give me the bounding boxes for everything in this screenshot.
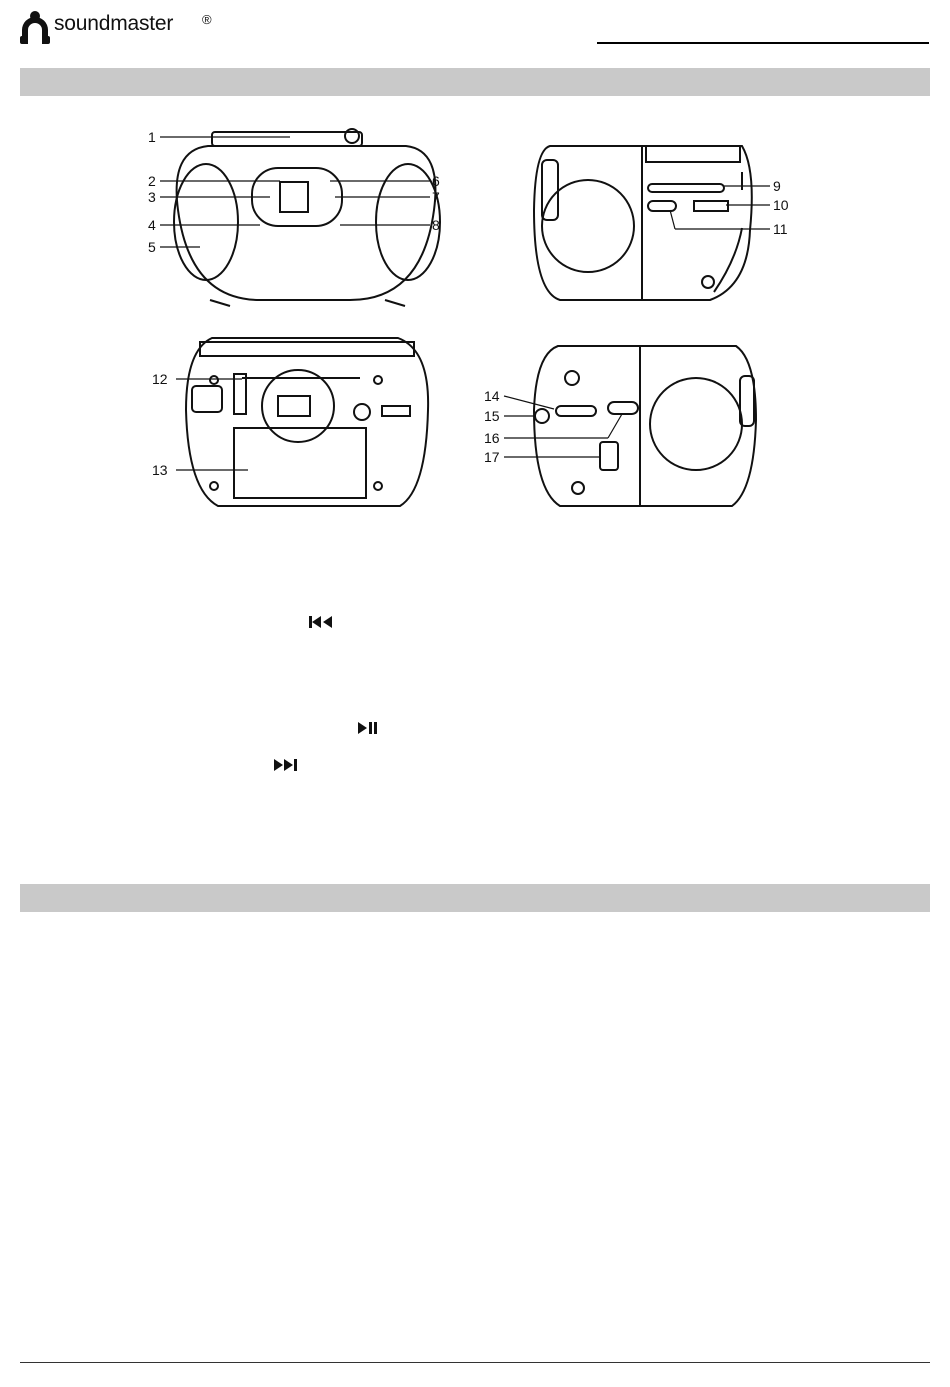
callout-3: 3 xyxy=(148,189,156,205)
footer-rule xyxy=(20,1362,930,1363)
play-pause-icon xyxy=(356,720,380,736)
registered-mark: ® xyxy=(202,12,212,27)
next-track-icon xyxy=(272,757,300,773)
callout-11: 11 xyxy=(773,221,788,237)
callout-15: 15 xyxy=(484,408,500,424)
header-rule xyxy=(597,42,929,44)
section-header-bar xyxy=(20,68,930,96)
brand-name: soundmaster xyxy=(54,12,174,35)
callout-7: 7 xyxy=(432,189,440,205)
side-view-right xyxy=(534,146,752,300)
front-view xyxy=(174,129,440,306)
previous-track-icon xyxy=(308,614,334,630)
callout-2: 2 xyxy=(148,173,156,189)
callout-8: 8 xyxy=(432,217,440,233)
callout-13: 13 xyxy=(152,462,168,478)
callout-6: 6 xyxy=(432,173,440,189)
soundmaster-logo-icon xyxy=(20,10,50,46)
callout-4: 4 xyxy=(148,217,156,233)
callout-5: 5 xyxy=(148,239,156,255)
section-header-bar-2 xyxy=(20,884,930,912)
callout-9: 9 xyxy=(773,178,781,194)
callout-14: 14 xyxy=(484,388,500,404)
callout-16: 16 xyxy=(484,430,500,446)
callout-1: 1 xyxy=(148,129,156,145)
callout-17: 17 xyxy=(484,449,500,465)
rear-view xyxy=(186,338,428,506)
callout-12: 12 xyxy=(152,371,168,387)
side-view-left xyxy=(534,346,756,506)
callout-10: 10 xyxy=(773,197,789,213)
product-diagram xyxy=(130,110,820,530)
